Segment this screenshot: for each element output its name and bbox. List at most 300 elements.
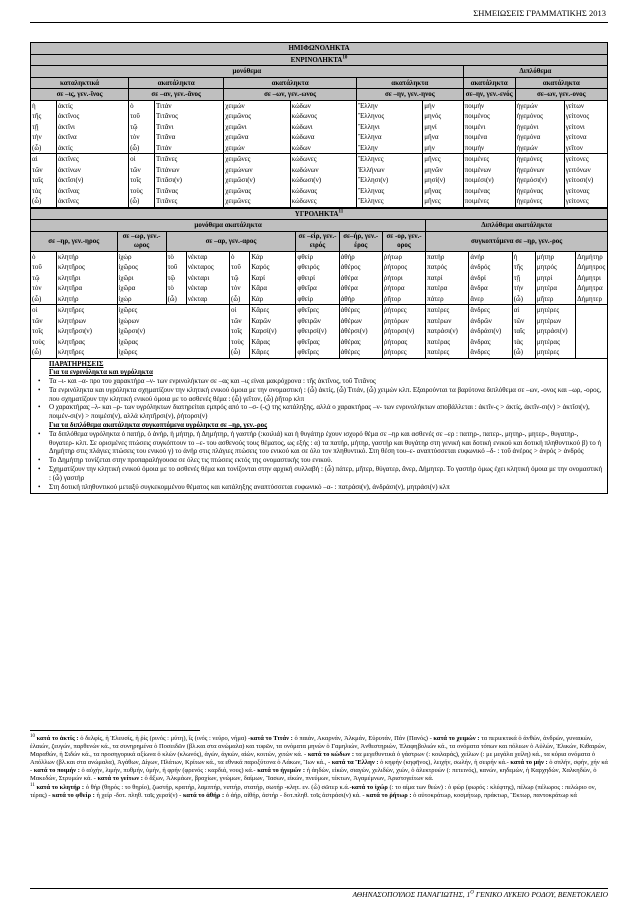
table-cell: γείτοσι(ν) <box>564 175 607 186</box>
table-cell: ποιμένα <box>463 132 515 143</box>
table-row <box>31 186 608 197</box>
table-cell: μῆνα <box>423 132 463 143</box>
table-row <box>31 347 608 358</box>
table-cell: μήν <box>423 100 463 111</box>
table-cell: ῥήτορος <box>382 262 425 273</box>
table-cell: Τιτᾶνος <box>155 111 224 122</box>
table-cell: ἀκτίς <box>56 143 128 154</box>
table-cell: ἡ <box>31 100 57 111</box>
table-cell: ἡγεμόνος <box>515 111 564 122</box>
table-cell: γείτονες <box>564 154 607 165</box>
table-cell: ἄνερ <box>469 294 512 305</box>
table-cell: πατρός <box>426 262 469 273</box>
table-cell: φθείρ <box>296 251 339 262</box>
table-cell: τοῖς <box>230 326 250 337</box>
table-cell: ἡγεμόνες <box>515 196 564 207</box>
table-cell: ἰχῶρος <box>117 262 166 273</box>
table-cell: τοὺς <box>230 337 250 348</box>
table-cell: ποιμένες <box>463 196 515 207</box>
table-cell: Τιτάν <box>155 143 224 154</box>
table-cell: (ὦ) <box>129 143 155 154</box>
note-bullet: • Τα –ι- και –α- προ του χαρακτήρα –ν- των ενρινολήκτων σε –ας και –ις είναι μακρόχρονα : τῆς ἀκτῖνος, τοῦ Τιτᾶνος <box>35 377 603 386</box>
group-diplothema: Διπλόθεμα <box>463 66 607 78</box>
col-type: ακατάληκτα <box>129 77 224 89</box>
table-cell: πατέρες <box>426 305 469 316</box>
table-cell: γεῖτον <box>564 143 607 154</box>
table-cell: ἀκτῖνος <box>56 111 128 122</box>
col-ending: σε –ις, γεν.-ῖνος <box>31 89 129 101</box>
table-cell: τῇ <box>512 273 535 284</box>
table-cell: οἱ <box>129 154 155 165</box>
table-row <box>31 273 608 284</box>
table-cell: ποιμένι <box>463 122 515 133</box>
group-diplothema: Διπλόθεμα ακατάληκτα <box>426 220 608 232</box>
table-row <box>31 283 608 294</box>
table-cell: ποιμέσι(ν) <box>463 175 515 186</box>
table-cell: μήτηρ <box>535 251 575 262</box>
table-cell: Ἕλληνα <box>356 132 422 143</box>
table-cell: ἀκτίνων <box>56 165 128 176</box>
table-cell: πατρί <box>426 273 469 284</box>
col-ending: σε –ην, γεν.-ηνος <box>356 89 463 101</box>
table-cell: ὁ <box>230 251 250 262</box>
section-title: ΥΓΡΟΛΗΚΤΑ$^{11}$ <box>31 208 608 220</box>
table-cell: πατέρων <box>426 316 469 327</box>
table-cell: πατέρας <box>426 337 469 348</box>
table-cell: τὸν <box>230 283 250 294</box>
table-cell: ἀνδρί <box>469 273 512 284</box>
table-cell: τῶν <box>230 316 250 327</box>
table-row <box>31 154 608 165</box>
table-cell: ἀνήρ <box>469 251 512 262</box>
table-cell: φθειρί <box>296 273 339 284</box>
table-row <box>31 251 608 262</box>
table-cell: ἀκτῖσι(ν) <box>56 175 128 186</box>
table-cell: γείτονα <box>564 132 607 143</box>
table-cell: ῥήτορσι(ν) <box>382 326 425 337</box>
table-cell: ἀθέρος <box>339 262 382 273</box>
note-bullet: • Τα ενρινόληκτα και υγρόληκτα σχηματίζουν την κλητική ενικού όμοια με την ονομαστική : (ὦ) ἀκτίς, (ὦ) Τιτάν, (ὦ) χειμών κλπ. Εξαιρούνται τα βαρύτονα διπλόθεμα σε –ων, -ονος και –ωρ, -ορος, που σχηματίζουν την κλητική ενικού όμοια με το ασθενές θέμα : (ὦ) γεῖτον, (ὦ) ῥῆτορ κλπ <box>35 386 603 404</box>
table-cell: ταῖς <box>512 326 535 337</box>
table-cell: ἀνδρός <box>469 262 512 273</box>
table-cell: χειμῶνας <box>224 186 290 197</box>
col-ending: σε–ήρ, γεν.-έρος <box>339 231 382 251</box>
table-cell: Δήμητερ <box>576 294 608 305</box>
table-row <box>31 196 608 207</box>
table-row <box>31 316 608 327</box>
table-row <box>31 175 608 186</box>
col-ending: συγκοπτόμενα σε –ηρ, γεν.-ρος <box>426 231 608 251</box>
table-cell: ἰχῶρες <box>117 347 229 358</box>
table-cell: Τιτάν <box>155 100 224 111</box>
table-cell: ἀθέρας <box>339 337 382 348</box>
table-cell: κώδωνες <box>290 196 356 207</box>
col-type: ακατάληκτα <box>515 77 607 89</box>
table-cell: κλητήρων <box>56 316 117 327</box>
table-cell: Τιτᾶνας <box>155 186 224 197</box>
col-ending: σε –ων, γεν.-ωνος <box>224 89 357 101</box>
table-cell: τοῖς <box>31 326 57 337</box>
table-cell: μῆνες <box>423 196 463 207</box>
table-cell: οἱ <box>31 305 57 316</box>
table-cell: Δήμητρος <box>576 262 608 273</box>
table-cell: ἡγεμών <box>515 100 564 111</box>
table-cell: τοῦ <box>230 262 250 273</box>
table-cell: (ὦ) <box>166 294 186 305</box>
table-cell: κλητῆρες <box>56 305 117 316</box>
table-cell: (ὦ) <box>512 347 535 358</box>
table-cell: χειμῶνα <box>224 132 290 143</box>
table-cell: ἄνδρα <box>469 283 512 294</box>
table-cell: γείτονι <box>564 122 607 133</box>
table-cell: γείτονος <box>564 111 607 122</box>
grammar-tables <box>30 42 608 494</box>
col-ending: σε –ηρ, γεν.-ηρος <box>31 231 118 251</box>
table-cell: (ὦ) <box>129 196 155 207</box>
table-cell: ἀνδρῶν <box>469 316 512 327</box>
table-cell: ἀθέρα <box>339 273 382 284</box>
table-cell: νέκταρ <box>186 294 229 305</box>
notes-title: ΠΑΡΑΤΗΡΗΣΕΙΣ <box>49 359 104 368</box>
table-cell: ποιμένας <box>463 186 515 197</box>
table-cell: μηνῶν <box>423 165 463 176</box>
col-ending: σε –αρ, γεν.-αρος <box>166 231 296 251</box>
table-cell: τὰς <box>512 337 535 348</box>
table-cell: Ἕλληνας <box>356 186 422 197</box>
table-cell: τῶν <box>129 165 155 176</box>
table-cell: Τιτᾶνες <box>155 154 224 165</box>
page-header <box>30 8 608 23</box>
table-row <box>31 337 608 348</box>
table-cell: ῥήτορα <box>382 283 425 294</box>
table-cell: τῶν <box>31 165 57 176</box>
table-cell: πατράσι(ν) <box>426 326 469 337</box>
table-cell: κώδωνι <box>290 122 356 133</box>
col-ending: σε –είρ, γεν.-ειρός <box>296 231 339 251</box>
table-cell: πατήρ <box>426 251 469 262</box>
table-cell: ἰχώρ <box>117 251 166 262</box>
table-cell: χειμών <box>224 100 290 111</box>
note-bullet: • Στη δοτική πληθυντικού μεταξύ συγκεκομμένου θέματος και κατάληξης αναπτύσσεται ευφωνικό –α- : πατράσι(ν), ἀνδράσι(ν), μητράσι(ν) κλπ <box>35 483 603 492</box>
table-cell: ἰχῶρα <box>117 283 166 294</box>
table-cell: (ὦ) <box>31 294 57 305</box>
table-cell: ἀκτῖνες <box>56 196 128 207</box>
table-cell: φθείρ <box>296 294 339 305</box>
table-cell: μησί(ν) <box>423 175 463 186</box>
note-bullet: • Το Δημήτηρ τονίζεται στην προπαραλήγουσα σε όλες τις πτώσεις εκτός της ονομαστικής του ενικού. <box>35 456 603 465</box>
table-cell: φθεῖρας <box>296 337 339 348</box>
table-cell: Ἕλλησι(ν) <box>356 175 422 186</box>
col-type: ακατάληκτα <box>356 77 463 89</box>
table-cell: κώδων <box>290 100 356 111</box>
table-cell: ποιμήν <box>463 100 515 111</box>
table-cell: ἡ <box>512 251 535 262</box>
table-cell: ῥήτορας <box>382 337 425 348</box>
table-cell <box>576 305 608 316</box>
col-type: ακατάληκτα <box>224 77 357 89</box>
table-cell: κλητήρ <box>56 251 117 262</box>
table-cell: Κᾶρες <box>250 305 296 316</box>
table-row <box>31 122 608 133</box>
table-cell: Ἕλλην <box>356 100 422 111</box>
table-cell: κώδωνες <box>290 154 356 165</box>
col-ending: σε -ορ, γεν.-ορος <box>382 231 425 251</box>
table-row <box>31 165 608 176</box>
table-row <box>31 132 608 143</box>
table-cell: κώδων <box>290 143 356 154</box>
table-cell: ποιμένος <box>463 111 515 122</box>
table-cell: Δήμητρα <box>576 283 608 294</box>
table-cell: μητράσι(ν) <box>535 326 575 337</box>
col-ending: σε–ων, γεν.-ονος <box>515 89 607 101</box>
table-cell: τὸν <box>31 283 57 294</box>
table-cell: ἰχῶρσι(ν) <box>117 326 229 337</box>
notes-subtitle: Για τα ενρινόληκτα και υγρόληκτα <box>49 368 153 377</box>
table-cell: φθειρσί(ν) <box>296 326 339 337</box>
table-cell: ἰχῶρες <box>117 305 229 316</box>
col-type: καταληκτικά <box>31 77 129 89</box>
table-cell: Κᾶρες <box>250 347 296 358</box>
table-cell: ῥήτορες <box>382 305 425 316</box>
table-cell: ποιμήν <box>463 143 515 154</box>
table-cell: ἀθήρ <box>339 294 382 305</box>
table-cell <box>576 337 608 348</box>
table-row <box>31 305 608 316</box>
table-cell: τοῦ <box>129 111 155 122</box>
table-cell: (ὦ) <box>31 347 57 358</box>
table-cell: κλητῆρας <box>56 337 117 348</box>
table-cell: ὁ <box>31 251 57 262</box>
table-cell: νέκταρι <box>186 273 229 284</box>
table-row <box>31 262 608 273</box>
footnote-10: $^{10}$ κατά το ἀκτίς : ὁ δελφίς, ἡ Ἐλευσίς, ἡ ῥίς (ρινός : μύτη), ἴς (ινός : νεύρο, νήμα) -κατά το Τιτάν : ὁ παιάν, Ακαρνάν, Ἀλκμάν, Εὐρυτάν, Πάν (Πανός) - κατά το χειμών : τα περιεκτικά ὁ ἀνθών, ἀνδρών, γυναικών, ἐλαιών, ζευγών, παρθενών κά., τα συνηρημένα ὁ Ποσειδῶν (βλ.και στα ανώμαλα) και τυφῶν, τα ονόματα μηνών ὁ Γαμηλιών, Ἀνθεστηριών, Ἐλαφηβολιών κά., τα ονόματα τόπων και πόλεων ὁ Αὐλών, Ἑλικών, Κιθαιρών, Μαραθών, ἡ Σιδών κά., τα προσηγορικά αξίωνα ὁ κλών (κλωνός), ἀγών, ἀγκών, αἰών, κοιτών, χιτών κά. - κατά το κώδων : τα μεγεθυντικά ὁ γάστρων (: κοιλαράς), χείλων (: με μεγάλα χείλη) κά., τα κύρια ονόματα ὁ Απόλλων (βλ.και στα ανώμαλα), Ἀγάθων, Δίγων, Πλάτων, Κρίτων κά., τα εθνικά παροξύτονα ὁ Λάκων, Ἴων κά., - κατά τα Ἕλλην : ὁ κηφήν (κηφῆνος), λειχήν, σωλήν, ἡ σειρήν κά.- κατά το μήν : ὁ σπλήν, σφήν, χήν κά - κατά το ποιμήν : ὁ αὐχήν, λιμήν, πυθμήν, ὑμήν, ἡ φρήν (φρενός : καρδιά, νους) κά.- κατά το ἡγεμών : ἡ ἀηδών, εἰκών, σιαγών, χελιδών, χιών, ὁ ἀλεκτρυών (: πετεινός), κανών, κηδεμών, ἡ Καρχηδών, Χαλκηδών, ὁ Μακεδών, Στρυμών κά. - κατά το γείτων : ὁ ἄξων, Ἀλκμάων, βραχίων, γνώμων, δαίμων, Ἴασων, εἰκών, πνεύμων, τέκτων, Ἀγαμέμνων, Ἀριστογείτων κά. <box>30 733 608 783</box>
table-cell: Δήμητρι <box>576 273 608 284</box>
table-cell: χειμῶνι <box>224 122 290 133</box>
table-cell: Ἕλληνι <box>356 122 422 133</box>
table-cell: ἰχῶρας <box>117 337 229 348</box>
table-cell: ἡγεμόνων <box>515 165 564 176</box>
table-cell: ἀκτῖνι <box>56 122 128 133</box>
table-cell: ἄνδρες <box>469 305 512 316</box>
table-cell: φθεῖρες <box>296 305 339 316</box>
table-cell: μητέρες <box>535 347 575 358</box>
table-cell: ἰχώρ <box>117 294 166 305</box>
table-cell: ἀθέρες <box>339 347 382 358</box>
table-cell: Τιτᾶνι <box>155 122 224 133</box>
header-title: ΣΗΜΕΙΩΣΕΙΣ ΓΡΑΜΜΑΤΙΚΗΣ 2013 <box>473 8 606 18</box>
table-cell: πάτερ <box>426 294 469 305</box>
table-cell: τοῦ <box>31 262 57 273</box>
table-cell: πατέρα <box>426 283 469 294</box>
table-cell: νέκταρ <box>186 283 229 294</box>
table-cell: φθειρῶν <box>296 316 339 327</box>
group-monothema: μονόθεμα ακατάληκτα <box>31 220 426 232</box>
table-cell <box>576 326 608 337</box>
table-cell: ῥήτορι <box>382 273 425 284</box>
table-cell: (ὦ) <box>512 294 535 305</box>
table-cell: κλητήρ <box>56 294 117 305</box>
table-cell <box>576 347 608 358</box>
table-cell: φθεῖρα <box>296 283 339 294</box>
col-ending: σε –αν, γεν.-ᾶνος <box>129 89 224 101</box>
table-cell: μῆνες <box>423 154 463 165</box>
section-subtitle: ΕΝΡΙΝΟΛΗΚΤΑ$^{10}$ <box>31 54 608 66</box>
table-cell: κλητῆρα <box>56 283 117 294</box>
table-cell: ῥῆτορ <box>382 294 425 305</box>
table-cell: ἀθέρων <box>339 316 382 327</box>
table-cell: τῆς <box>31 111 57 122</box>
table-cell: ἰχώρων <box>117 316 229 327</box>
table-cell: τοὺς <box>129 186 155 197</box>
table-cell: ἡγεμόνα <box>515 132 564 143</box>
table-cell: μηνός <box>423 111 463 122</box>
table-cell: ἀκτίς <box>56 100 128 111</box>
table-cell: φθεῖρες <box>296 347 339 358</box>
table-cell: τῷ <box>230 273 250 284</box>
table-cell: αἱ <box>512 305 535 316</box>
table-cell: φθειρός <box>296 262 339 273</box>
table-cell: ἄνδρας <box>469 337 512 348</box>
table-cell: Κᾶρα <box>250 283 296 294</box>
table-cell: κλητῆρι <box>56 273 117 284</box>
table-cell: γειτόνων <box>564 165 607 176</box>
table-cell: ἡγεμόσι(ν) <box>515 175 564 186</box>
table-cell: κλητῆρος <box>56 262 117 273</box>
table-cell: Ἕλληνες <box>356 196 422 207</box>
table-cell: ὁ <box>129 100 155 111</box>
table-cell: ῥήτωρ <box>382 251 425 262</box>
table-cell: ἀθήρ <box>339 251 382 262</box>
table-cell: νέκταρος <box>186 262 229 273</box>
table-cell: τῷ <box>129 122 155 133</box>
table-cell: Ἕλληνος <box>356 111 422 122</box>
table-cell: τῷ <box>166 273 186 284</box>
table-cell: κλητῆρες <box>56 347 117 358</box>
table-cell: γείτων <box>564 100 607 111</box>
table-cell: Τιτᾶνες <box>155 196 224 207</box>
col-ending: σε–ην, γεν.-ενός <box>463 89 515 101</box>
table-row <box>31 294 608 305</box>
table-cell: τοὺς <box>31 337 57 348</box>
table-cell: χειμῶνες <box>224 154 290 165</box>
table-cell: τῷ <box>31 273 57 284</box>
table-cell: κώδωνος <box>290 111 356 122</box>
table-cell: (ὦ) <box>31 196 57 207</box>
liquid-body <box>31 208 608 358</box>
table-cell: Ἑλλήνων <box>356 165 422 176</box>
table-cell: ἀθέρες <box>339 305 382 316</box>
table-cell: τὴν <box>512 283 535 294</box>
table-cell: ἀθέρσι(ν) <box>339 326 382 337</box>
table-cell: μητρί <box>535 273 575 284</box>
table-cell: ἀθέρα <box>339 283 382 294</box>
note-bullet: • Τα διπλόθεμα υγρόληκτα ὁ πατήρ, ὁ ἀνήρ, ἡ μήτηρ, ἡ Δημήτηρ, ἡ γαστήρ (:κοιλιά) και ἡ θυγάτηρ έχουν ισχυρό θέμα σε –ηρ και ασθενές σε –ερ : πατηρ-, πατερ-, μητηρ-, μητερ-, θυγατηρ-, θυγατερ- κλπ. Σε ορισμένες πτώσεις συγκόπτουν το –ε- του ασθενούς τους θέματος, ως εξής : α) τα πατήρ, μήτηρ, γαστήρ και θυγάτηρ στη γενική και δοτική ενικού και δοτική πληθυντικού β) το ἡ Δημήτηρ στις πλάγιες πτώσεις του ενικού γ) το ἀνήρ στις πλάγιες πτώσεις του ενικού και σε όλο τον πληθυντικό. Στη θέση του–ε- αναπτύσσεται ευφωνικό –δ- : τοῦ ἀνέρος > ἀνρός > ἀνδρός <box>35 430 603 456</box>
table-cell: τὸ <box>166 251 186 262</box>
semivowel-body <box>31 43 608 208</box>
table-cell: ἡγεμόνες <box>515 154 564 165</box>
table-cell: μητρός <box>535 262 575 273</box>
note-bullet: • Ο χαρακτήρας –λ- και –ρ- των υγρόληκτων διατηρείται εμπρός από το –σ- (-ς) της κατάληξης, αλλά ο χαρακτήρας –ν- των ενρινολήκτων αποβάλλεται : ἀκτῖν-ς > ἀκτίς, ἀκτῖν-σι(ν) > ἀκτῖσι(ν), ποιμέν-σι(ν) > ποιμέσι(ν), αλλά κλητῆρσι(ν), ῥήτορσι(ν) <box>35 403 603 421</box>
table-cell: Δημήτηρ <box>576 251 608 262</box>
table-cell: μητέρα <box>535 283 575 294</box>
table-cell: τὸ <box>166 283 186 294</box>
table-cell: τὸν <box>129 132 155 143</box>
table-cell: πατέρες <box>426 347 469 358</box>
table-cell: αἱ <box>31 154 57 165</box>
note-bullet: • Σχηματίζουν την κλητική ενικού όμοια με το ασθενές θέμα και τονίζονται στην αρχική συλλαβή : (ὦ) πάτερ, μῆτερ, θύγατερ, ἄνερ, Δήμητερ. Το γαστήρ όμως έχει κλητική όμοια με την ονομαστική : (ὦ) γαστήρ <box>35 465 603 483</box>
table-cell: Κᾶρας <box>250 337 296 348</box>
table-cell: Τιτάνων <box>155 165 224 176</box>
table-cell: Κάρ <box>250 294 296 305</box>
table-cell: ἀνδράσι(ν) <box>469 326 512 337</box>
table-cell: κώδωσι(ν) <box>290 175 356 186</box>
table-cell: μητέρες <box>535 305 575 316</box>
table-cell: ποιμένες <box>463 154 515 165</box>
table-cell: μητέρας <box>535 337 575 348</box>
table-cell: χειμώνων <box>224 165 290 176</box>
table-cell: νέκταρ <box>186 251 229 262</box>
table-cell: γείτονας <box>564 186 607 197</box>
table-cell: Καρί <box>250 273 296 284</box>
table-cell: Ἕλληνες <box>356 154 422 165</box>
table-cell: ἡγεμόνας <box>515 186 564 197</box>
liquid-table <box>30 208 608 359</box>
table-cell: Τιτᾶσι(ν) <box>155 175 224 186</box>
table-cell: κώδωνα <box>290 132 356 143</box>
table-cell: ποιμένων <box>463 165 515 176</box>
table-cell: τῶν <box>512 316 535 327</box>
table-cell: τοῦ <box>166 262 186 273</box>
table-cell: κωδώνων <box>290 165 356 176</box>
table-cell: κλητῆρσι(ν) <box>56 326 117 337</box>
footnotes <box>30 730 608 800</box>
footnote-11: $^{11}$ κατά το κλητήρ : ὁ θήρ (θηρός : το θηρίο), ζωστήρ, κρατήρ, λαμπτήρ, νιπτήρ, στατήρ, σωτήρ -κλητ. εν. (ὦ) σῶτερ κ.ά.-κατά το ἰχώρ (: το αίμα των θεών) : ὁ φώρ (φωρός : κλέφτης), πέλωρ (πέλωρος : πελώριο ον, τέρας) - κατά το φθείρ : ἡ χείρ -δοτ. πληθ. ταῖς χερσί(ν) - κατά το ἀθήρ : ὁ ἀήρ, αἰθήρ, ἀστήρ - δοτ.πληθ. τοῖς ἀστράσι(ν) κά. - κατά το ῥήτωρ : ὁ αὐτοκράτωρ, κοσμήτωρ, πράκτωρ, Ἕκτωρ, παντοκράτωρ κά <box>30 782 597 799</box>
table-cell: τοῖς <box>129 175 155 186</box>
notes-box <box>30 359 608 495</box>
table-cell: ἰχῶρι <box>117 273 166 284</box>
col-ending: σε –ωρ, γεν.-ωρος <box>117 231 166 251</box>
section-title: ΗΜΙΦΩΝΟΛΗΚΤΑ <box>31 43 608 55</box>
table-cell: ῥήτορες <box>382 347 425 358</box>
table-cell: ἀκτῖνας <box>56 186 128 197</box>
page-footer: ΑΘΗΝΑΣΟΠΟΥΛΟΣ ΠΑΝΑΓΙΩΤΗΣ, $1^O$ ΓΕΝΙΚΟ ΛΥΚΕΙΟ ΡΟΔΟΥ, ΒΕΝΕΤΟΚΛΕΙΟ <box>30 888 608 899</box>
table-cell: οἱ <box>230 305 250 316</box>
table-cell: ταῖς <box>31 175 57 186</box>
table-cell: Κάρ <box>250 251 296 262</box>
table-cell: ἄνδρες <box>469 347 512 358</box>
table-cell: χειμῶνος <box>224 111 290 122</box>
group-monothema: μονόθεμα <box>31 66 464 78</box>
table-cell: τῇ <box>31 122 57 133</box>
table-cell: τῶν <box>31 316 57 327</box>
footnote-separator <box>30 730 200 731</box>
notes-subtitle: Για τα διπλόθεμα ακατάληκτα συγκοπτόμενα υγρόληκτα σε –ηρ, γεν.-ρος <box>49 421 268 430</box>
table-cell: μῆτερ <box>535 294 575 305</box>
table-cell: Τιτᾶνα <box>155 132 224 143</box>
table-row <box>31 143 608 154</box>
table-cell: (ὦ) <box>230 294 250 305</box>
table-cell: (ὦ) <box>31 143 57 154</box>
table-row <box>31 111 608 122</box>
table-cell: μητέρων <box>535 316 575 327</box>
semivowel-table <box>30 42 608 208</box>
table-cell: Καρῶν <box>250 316 296 327</box>
table-row <box>31 326 608 337</box>
table-cell: χειμῶνες <box>224 196 290 207</box>
table-cell: μήν <box>423 143 463 154</box>
table-cell: τὰς <box>31 186 57 197</box>
col-type: ακατάληκτα <box>463 77 515 89</box>
